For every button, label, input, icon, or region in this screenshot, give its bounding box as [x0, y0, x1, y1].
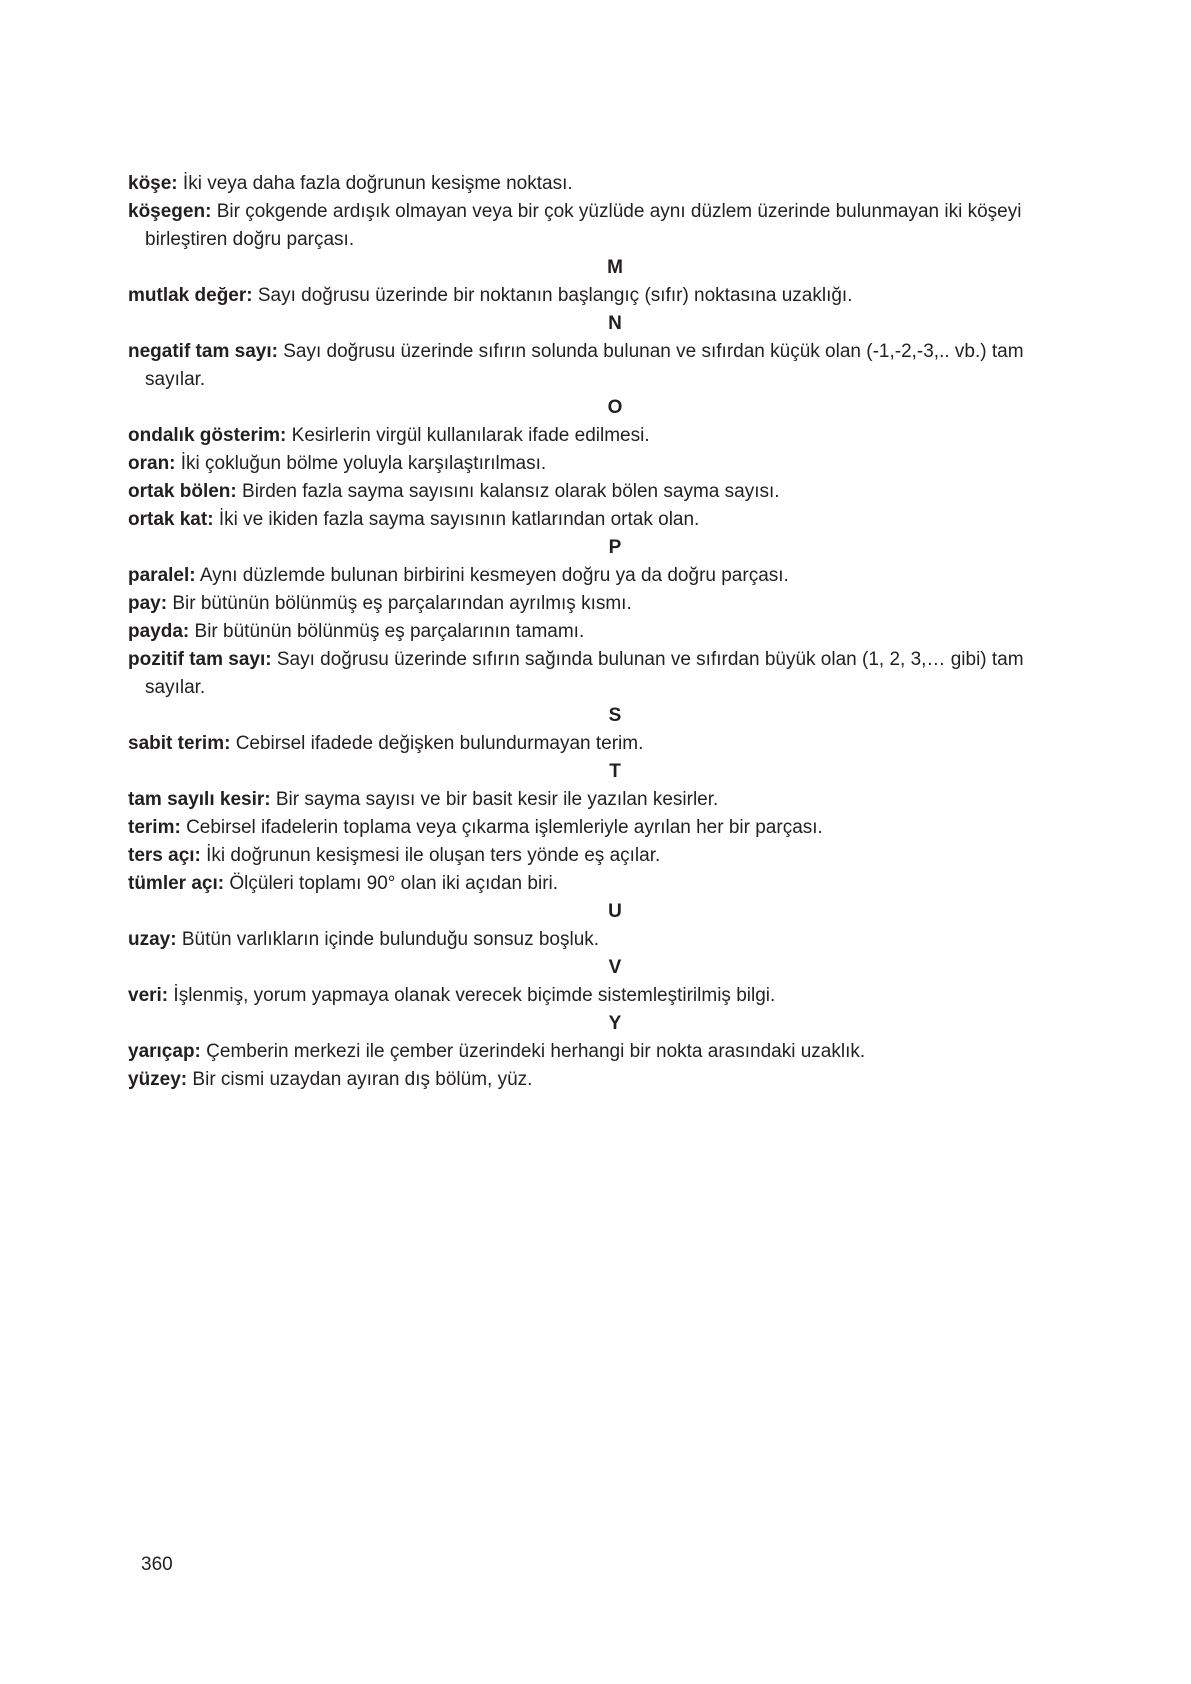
glossary-term: mutlak değer:	[128, 285, 253, 306]
glossary-definition: Bir cismi uzaydan ayıran dış bölüm, yüz.	[192, 1069, 533, 1090]
section-letter-heading: N	[608, 313, 622, 334]
section-letter-heading: M	[607, 257, 623, 278]
glossary-term: veri:	[128, 985, 169, 1006]
glossary-entry	[128, 422, 1088, 450]
glossary-definition: Sayı doğrusu üzerinde sıfırın sağında bulunan ve sıfırdan büyük olan (1, 2, 3,… gibi) tam sayılar.	[145, 649, 1024, 698]
glossary-entry	[128, 198, 1088, 254]
glossary-term: terim:	[128, 817, 181, 838]
glossary-term: ortak bölen:	[128, 481, 237, 502]
glossary-definition: İki doğrunun kesişmesi ile oluşan ters yönde eş açılar.	[206, 845, 661, 866]
glossary-entry	[128, 478, 1088, 506]
glossary-term: yarıçap:	[128, 1041, 201, 1062]
glossary-term: oran:	[128, 453, 176, 474]
glossary-term: tam sayılı kesir:	[128, 789, 271, 810]
glossary-entry	[128, 730, 1088, 758]
glossary-entry	[128, 646, 1088, 702]
glossary-entry	[128, 450, 1088, 478]
glossary-entry	[128, 786, 1088, 814]
glossary-term: payda:	[128, 621, 190, 642]
glossary-definition: Bir bütünün bölünmüş eş parçalarından ayrılmış kısmı.	[172, 593, 632, 614]
glossary-definition: Çemberin merkezi ile çember üzerindeki herhangi bir nokta arasındaki uzaklık.	[206, 1041, 866, 1062]
section-letter-heading: V	[608, 957, 622, 978]
glossary-term: sabit terim:	[128, 733, 231, 754]
glossary-term: paralel:	[128, 565, 196, 586]
glossary-entry	[128, 618, 1088, 646]
glossary-entry	[128, 1066, 1088, 1094]
glossary-entry	[128, 870, 1088, 898]
glossary-definition: Bir bütünün bölünmüş eş parçalarının tamamı.	[194, 621, 585, 642]
glossary-entry	[128, 926, 1088, 954]
glossary-definition: Bir çokgende ardışık olmayan veya bir çok yüzlüde aynı düzlem üzerinde bulunmayan iki köşeyi birleştiren doğru parçası.	[145, 201, 1022, 250]
glossary-term: yüzey:	[128, 1069, 188, 1090]
section-letter-heading: U	[608, 901, 622, 922]
section-letter-heading: T	[609, 761, 621, 782]
section-letter-heading: S	[608, 705, 622, 726]
glossary-entry	[128, 982, 1088, 1010]
glossary-entry	[128, 814, 1088, 842]
glossary-term: köşe:	[128, 173, 178, 194]
section-letter-heading: P	[608, 537, 622, 558]
glossary-entry	[128, 338, 1088, 394]
glossary-term: ters açı:	[128, 845, 201, 866]
glossary-definition: İki çokluğun bölme yoluyla karşılaştırılması.	[180, 453, 547, 474]
section-letter-heading: O	[607, 397, 623, 418]
glossary-entry	[128, 1038, 1088, 1066]
glossary-definition: Ölçüleri toplamı 90° olan iki açıdan biri.	[229, 873, 559, 894]
glossary-term: ondalık gösterim:	[128, 425, 287, 446]
page-number: 360	[141, 1554, 173, 1575]
glossary-entry	[128, 590, 1088, 618]
glossary-definition: Aynı düzlemde bulunan birbirini kesmeyen doğru ya da doğru parçası.	[199, 565, 789, 586]
glossary-entry	[128, 282, 1088, 310]
glossary-definition: İşlenmiş, yorum yapmaya olanak verecek biçimde sistemleştirilmiş bilgi.	[173, 985, 776, 1006]
glossary-term: köşegen:	[128, 201, 212, 222]
glossary-entry	[128, 842, 1088, 870]
glossary-entry	[128, 562, 1088, 590]
glossary-term: negatif tam sayı:	[128, 341, 278, 362]
glossary-term: tümler açı:	[128, 873, 225, 894]
glossary-definition: Sayı doğrusu üzerinde sıfırın solunda bulunan ve sıfırdan küçük olan (-1,-2,-3,.. vb.) tam sayılar.	[145, 341, 1024, 390]
glossary-definition: Birden fazla sayma sayısını kalansız olarak bölen sayma sayısı.	[242, 481, 780, 502]
glossary-term: uzay:	[128, 929, 177, 950]
glossary-term: ortak kat:	[128, 509, 214, 530]
glossary-term: pozitif tam sayı:	[128, 649, 272, 670]
glossary-definition: İki ve ikiden fazla sayma sayısının katlarından ortak olan.	[218, 509, 700, 530]
glossary-list	[128, 170, 1088, 1094]
glossary-definition: Bütün varlıkların içinde bulunduğu sonsuz boşluk.	[181, 929, 600, 950]
glossary-definition: Cebirsel ifadelerin toplama veya çıkarma işlemleriyle ayrılan her bir parçası.	[186, 817, 823, 838]
glossary-definition: Kesirlerin virgül kullanılarak ifade edilmesi.	[291, 425, 650, 446]
glossary-definition: Sayı doğrusu üzerinde bir noktanın başlangıç (sıfır) noktasına uzaklığı.	[257, 285, 853, 306]
glossary-entry	[128, 170, 1088, 198]
glossary-term: pay:	[128, 593, 168, 614]
section-letter-heading: Y	[608, 1013, 622, 1034]
glossary-entry	[128, 506, 1088, 534]
glossary-definition: İki veya daha fazla doğrunun kesişme noktası.	[182, 173, 573, 194]
glossary-definition: Bir sayma sayısı ve bir basit kesir ile yazılan kesirler.	[275, 789, 719, 810]
glossary-definition: Cebirsel ifadede değişken bulundurmayan terim.	[235, 733, 644, 754]
